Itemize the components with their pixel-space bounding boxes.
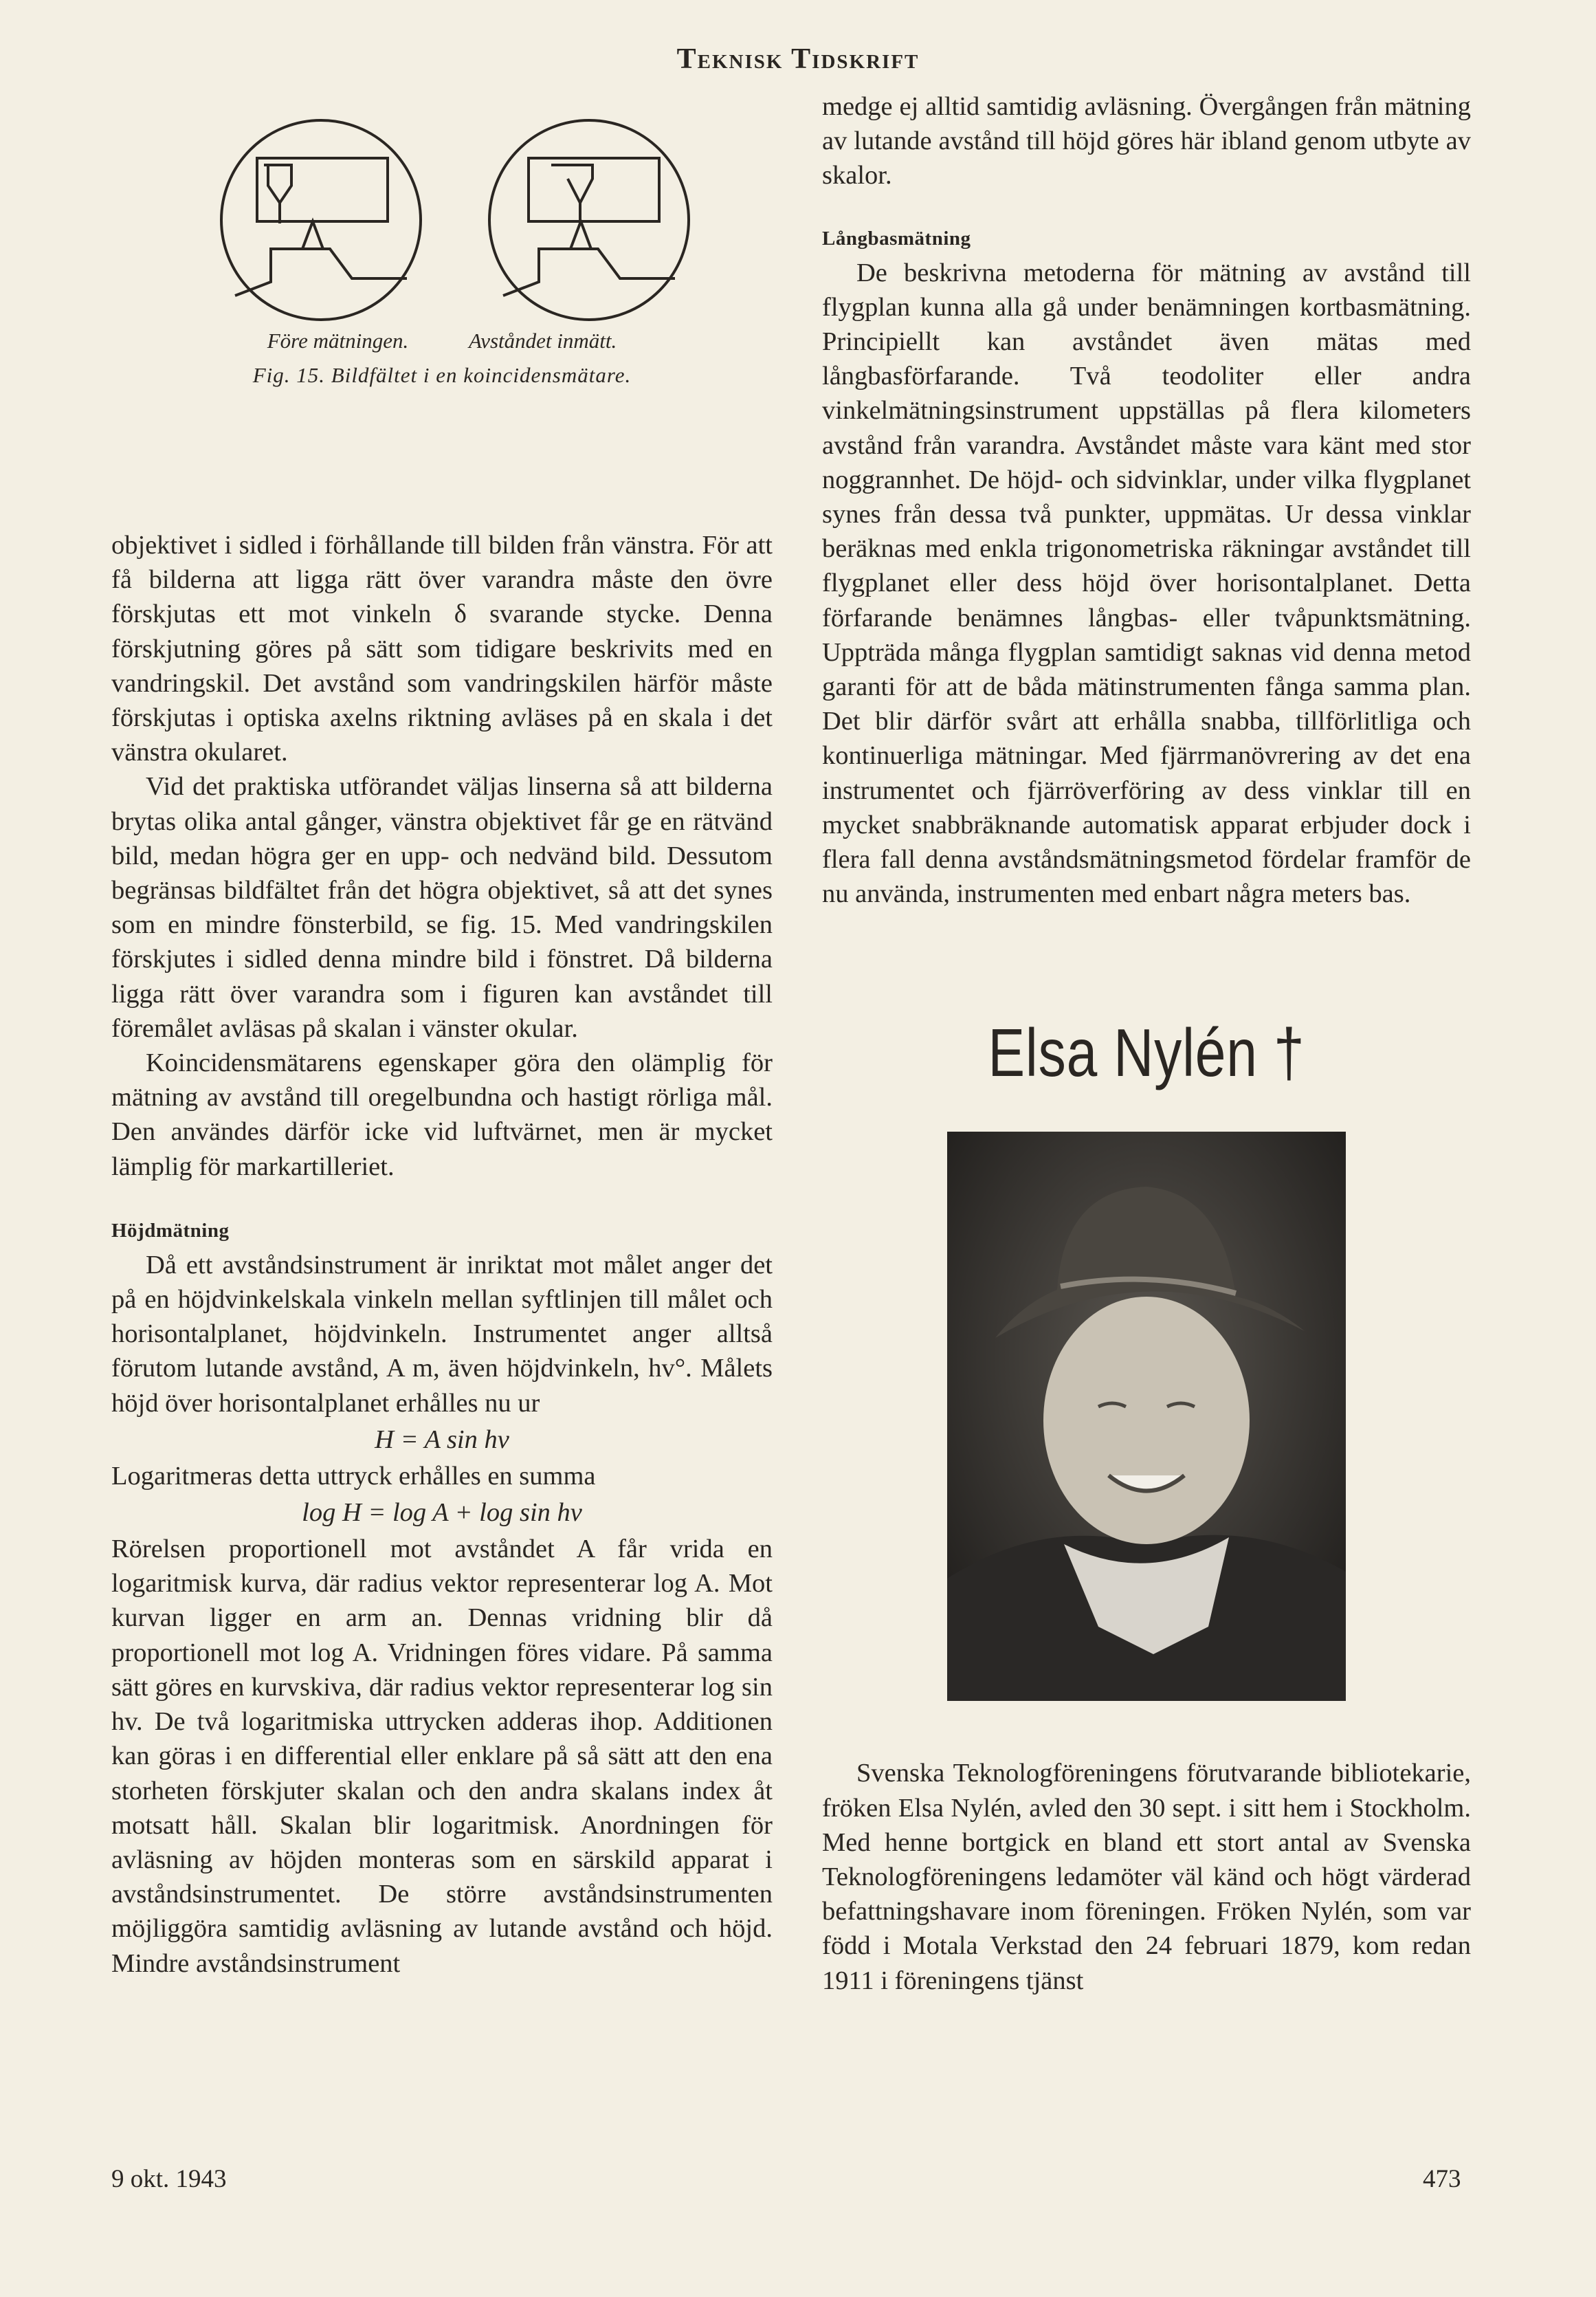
obituary-text: Svenska Teknologföreningens förutvarande bibliotekarie, fröken Elsa Nylén, avled den 30 sept. i sitt hem i Stockholm. Med henne bortgick en bland ett stort antal av Svenska Teknologföreningens ledamöter väl känd och högt värderad befattningshavare inom föreningen. Fröken Nylén, som var född i Motala Verkstad den 24 februari 1879, kom redan 1911 i föreningens tjänst — [822, 1759, 1471, 1995]
formula-height: H = A sin hv — [375, 1425, 509, 1454]
right-paragraph-1: medge ej alltid samtidig avläsning. Övergången från mätning av lutande avstånd till höjd göres här ibland genom utbyte av skalor. — [822, 92, 1471, 190]
right-column — [822, 89, 1471, 1998]
formula-log: log H = log A + log sin hv — [302, 1498, 582, 1528]
journal-header: Teknisk Tidskrift — [676, 43, 920, 75]
left-column — [111, 89, 773, 1981]
figure-label-left: Före mätningen. — [267, 329, 409, 353]
footer-page-number: 473 — [1423, 2165, 1461, 2193]
footer-date: 9 okt. 1943 — [111, 2165, 227, 2193]
figure-caption: Fig. 15. Bildfältet i en koincidensmätare. — [252, 363, 632, 387]
left-paragraph-4: Då ett avståndsinstrument är inriktat mot målet anger det på en höjdvinkelskala vinkeln mellan syftlinjen till målet och horisontalplanet, höjdvinkeln. Instrumentet anger alltså förutom lutande avstånd, A m, även höjdvinkeln, hv°. Målets höjd över horisontalplanet erhålles nu ur — [111, 1250, 773, 1418]
left-paragraph-5: Logaritmeras detta uttryck erhålles en summa — [111, 1461, 596, 1491]
coincidence-rangefinder-diagram — [111, 89, 773, 323]
left-paragraph-2: Vid det praktiska utförandet väljas linserna så att bilderna brytas olika antal gånger, vänstra objektivet får ge en rätvänd bild, medan högra ger en upp- och nedvänd bild. Dessutom begränsas bildfältet från det högra objektivet, så att det synes som en mindre fönsterbild, se fig. 15. Med vandringskilen förskjutes i sidled denna mindre bild i fönstret. Då bilderna ligga rätt över varandra som i figuren kan avståndet till föremålet avläsas på skalan i vänster okular. — [111, 772, 773, 1043]
left-paragraph-3: Koincidensmätarens egenskaper göra den olämplig för mätning av avstånd till oregelbundna och hastigt rörliga mål. Den användes därför icke vid luftvärnet, men är mycket lämplig för markartilleriet. — [111, 1048, 773, 1181]
portrait-image — [947, 1132, 1346, 1701]
left-paragraph-1: objektivet i sidled i förhållande till bilden från vänstra. För att få bilderna att ligga rätt över varandra måste den övre förskjutas ett mot vinkeln δ svarande stycke. Denna förskjutning göres på sätt som tidigare beskrivits med en vandringskil. Det avstånd som vandringskilen härför måste förskjutas i optiska axelns riktning avläses på en skala i det vänstra okularet. — [111, 531, 773, 767]
right-paragraph-2: De beskrivna metoderna för mätning av avstånd till flygplan kunna alla gå under benämningen kortbasmätning. Principiellt kan avståndet även mätas med långbasförfarande. Två teodoliter eller andra vinkelmätningsinstrument uppställas på flera kilometers avstånd från varandra. Avståndet måste vara känt med stor noggrannhet. De höjd- och sidvinklar, under vilka flygplanet synes från dessa två punkter, uppmätas. Ur dessa vinklar beräknas med enkla trigonometriska räkningar avståndet till flygplanet eller dess höjd över horisontalplanet. Detta förfarande benämnes långbas- eller tvåpunktsmätning. Uppträda många flygplan samtidigt saknas vid denna metod garanti för att de båda mätinstrumenten fånga samma plan. Det blir därför svårt att erhålla snabba, tillförlitliga och kontinuerliga mätningar. Med fjärrmanövrering av det ena instrumentet och fjärröverföring av dess vinklar till en mycket snabbräknande automatisk apparat erbjuder dock i flera fall denna avståndsmätningsmetod fördelar framför de nu använda, instrumenten med enbart några meters bas. — [822, 258, 1471, 909]
portrait-photo — [947, 1132, 1346, 1701]
section-heading-langbasmatning: Långbasmätning — [822, 227, 971, 250]
obituary-title: Elsa Nylén † — [988, 1015, 1305, 1091]
section-heading-hojdmatning: Höjdmätning — [111, 1219, 230, 1242]
figure-label-right: Avståndet inmätt. — [468, 329, 617, 353]
figure-15 — [111, 89, 773, 433]
left-paragraph-6: Rörelsen proportionell mot avståndet A får vrida en logaritmisk kurva, där radius vektor representerar log A. Mot kurvan ligger en arm an. Dennas vridning blir då proportionell mot log A. Vridningen föres vidare. På samma sätt göres en kurvskiva, där radius vektor representerar log sin hv. De två logaritmiska uttrycken adderas ihop. Additionen kan göras i en differential eller enklare på så sätt att den ena storheten förskjuter skalan och den andra skalans index åt motsatt håll. Skalan blir logaritmisk. Anordningen för avläsning av höjden monteras som en särskild apparat i avståndsinstrumentet. De större avståndsinstrumenten möjliggöra samtidig avläsning av lutande avstånd och höjd. Mindre avståndsinstrument — [111, 1535, 773, 1978]
